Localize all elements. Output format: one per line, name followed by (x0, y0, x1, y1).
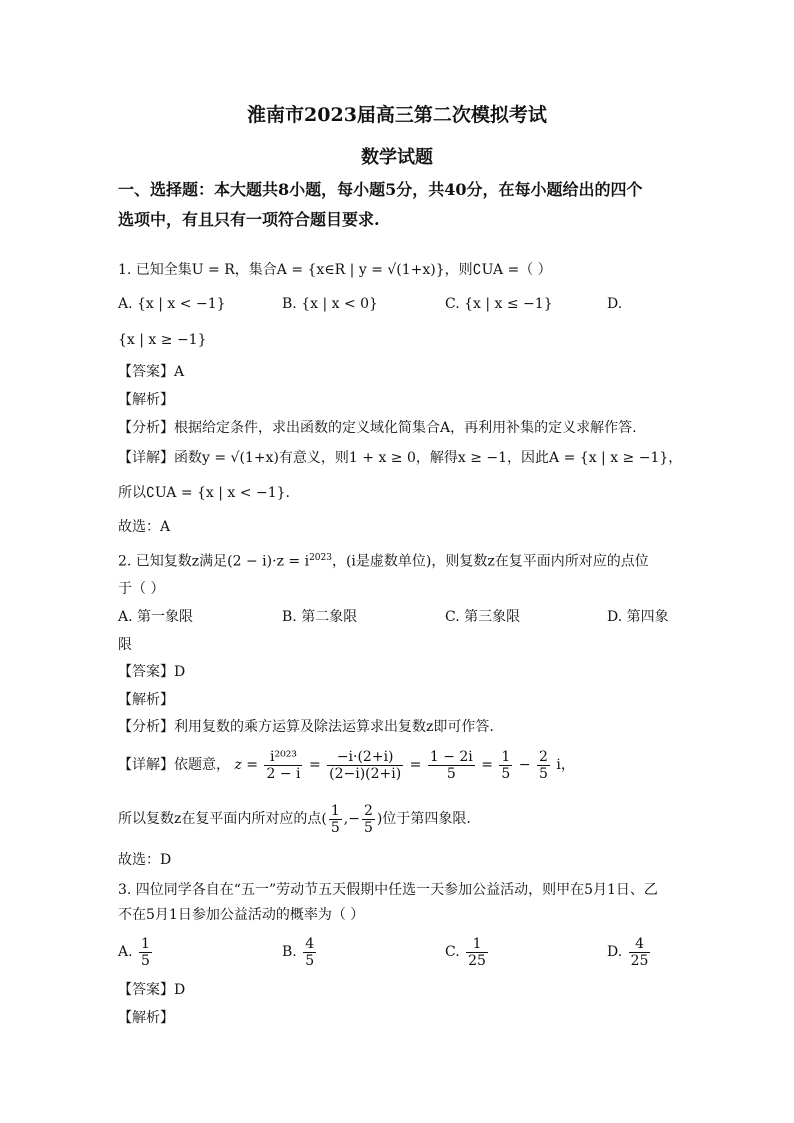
q3-analysis-head: 【解析】 (118, 1010, 174, 1026)
q3-option-c-fraction (466, 936, 488, 969)
q1-option-c: C. {x | x ≤ −1} (445, 296, 553, 312)
q2-fraction-5-num: 2 (538, 748, 548, 765)
q2-fraction-5-den: 5 (538, 765, 548, 782)
q2-analysis-head: 【解析】 (118, 692, 174, 708)
q3-option-d-label: D. (607, 944, 623, 960)
q3-option-a-fraction (139, 936, 152, 969)
q2-stem-line1 (118, 548, 649, 572)
q1-conclusion: 故选：A (118, 519, 171, 535)
q2-option-a: A. 第一象限 (118, 609, 194, 625)
q1-option-d-label: D. (607, 296, 623, 312)
q3-option-d-den: 25 (630, 952, 649, 969)
section-heading-line1: 一、选择题：本大题共8小题，每小题5分，共40分，在每小题给出的四个 (118, 180, 643, 199)
q2-fraction-2 (327, 749, 403, 782)
page-subtitle: 数学试题 (361, 147, 433, 168)
q3-option-b-num: 4 (305, 935, 315, 952)
q2-fraction-4 (499, 749, 512, 782)
q2-eq-tail: i， (556, 757, 575, 773)
q2-suoyi (118, 802, 471, 836)
q3-option-d-num: 4 (629, 936, 651, 953)
q2-fraction-2-den: (2−i)(2+i) (329, 765, 402, 782)
q1-stem: 1. 已知全集U = R，集合A = {x∈R | y = √(1+x)}，则∁UA =（ ） (118, 262, 552, 278)
page-title: 淮南市2023届高三第二次模拟考试 (247, 104, 547, 126)
q2-fraction-1 (264, 749, 302, 782)
q3-option-c-den: 25 (468, 952, 486, 969)
q2-fraction-3-num: 1 − 2i (429, 748, 473, 765)
q2-suoyi-pre: 所以复数z在复平面内所对应的点( (118, 811, 327, 827)
q3-stem-line2: 不在5月1日参加公益活动的概率为（ ） (118, 907, 365, 923)
q2-option-b: B. 第二象限 (282, 609, 358, 625)
q1-option-b: B. {x | x < 0} (282, 296, 378, 312)
q2-stem-part2: ，(i是虚数单位)，则复数z在复平面内所对应的点位 (331, 553, 649, 570)
q3-option-d (607, 935, 652, 969)
q3-answer: 【答案】D (118, 982, 186, 998)
q3-option-d-fraction (629, 936, 651, 969)
q3-option-b-den: 5 (305, 952, 315, 969)
q2-fraction-3-den: 5 (446, 765, 456, 782)
q1-option-d-value: {x | x ≥ −1} (118, 332, 207, 348)
q2-point-y-num: 2 (363, 802, 373, 819)
q2-point-sep: ,− (343, 811, 360, 827)
q2-point-y-den: 5 (363, 819, 373, 836)
q3-option-c-label: C. (445, 944, 460, 960)
q1-option-a: A. {x | x < −1} (118, 296, 226, 312)
q3-option-a-num: 1 (141, 935, 150, 952)
q2-eq-lhs: z = (234, 757, 259, 773)
q2-stem-part1: 2. 已知复数z满足(2 − i)·z = i (118, 553, 310, 570)
q3-option-a-den: 5 (141, 952, 150, 969)
q1-analysis-head: 【解析】 (118, 392, 174, 408)
q2-minus: − (518, 757, 531, 773)
q2-answer: 【答案】D (118, 664, 186, 680)
q2-stem-exponent: 2023 (309, 553, 332, 563)
q1-xiangjie: 【详解】函数y = √(1+x)有意义，则1 + x ≥ 0，解得x ≥ −1，因此A = {x | x ≥ −1}， (118, 450, 683, 466)
q2-conclusion: 故选：D (118, 852, 172, 868)
q2-point-x-num: 1 (330, 802, 340, 819)
section-heading-line2: 选项中，有且只有一项符合题目要求. (118, 210, 380, 229)
q3-option-b-label: B. (282, 944, 297, 960)
q2-option-d-wrap: 限 (118, 637, 132, 653)
q2-stem-line2: 于（ ） (118, 581, 165, 597)
q3-option-b-fraction (303, 936, 316, 969)
q2-point-x-den: 5 (330, 819, 340, 836)
q3-option-c (445, 935, 490, 969)
q3-option-a-label: A. (118, 944, 133, 960)
q2-fraction-2-num: −i·(2+i) (327, 749, 403, 766)
q2-fraction-5 (537, 749, 550, 782)
q2-point-y (362, 803, 375, 836)
q2-suoyi-post: )位于第四象限. (376, 811, 471, 827)
q2-fraction-1-num: i²⁰²³ (264, 749, 302, 766)
q1-answer: 【答案】A (118, 364, 185, 380)
q2-fraction-3 (428, 749, 475, 782)
q3-option-b (282, 935, 318, 969)
q2-option-c: C. 第三象限 (445, 609, 521, 625)
q3-option-c-num: 1 (466, 936, 488, 953)
q2-fraction-4-num: 1 (501, 748, 511, 765)
q2-point-x (329, 803, 342, 836)
q2-xiangjie-label: 【详解】依题意， (118, 757, 230, 773)
q2-fraction-4-den: 5 (501, 765, 511, 782)
q2-fenxi: 【分析】利用复数的乘方运算及除法运算求出复数z即可作答. (118, 719, 494, 735)
q3-option-a (118, 935, 154, 969)
q1-suoyi: 所以∁UA = {x | x < −1}. (118, 485, 290, 501)
q1-fenxi: 【分析】根据给定条件，求出函数的定义域化简集合A，再利用补集的定义求解作答. (118, 420, 637, 436)
q2-option-d: D. 第四象 (607, 609, 669, 625)
q2-fraction-1-den: 2 − i (266, 765, 301, 782)
q3-stem-line1: 3. 四位同学各自在“五一”劳动节五天假期中任选一天参加公益活动，则甲在5月1日、乙 (118, 882, 658, 898)
q2-xiangjie: 【详解】依题意， z = $\frac{\text{i²⁰²³}}{2 - i}$ = $\frac{-i\cdot(2+i)}{(2-i)(2+i)}$ = $\frac{1 - 2i}{5}$ = $\frac{1}{5}$ − $\frac{2}{5}$ i， (118, 748, 575, 782)
